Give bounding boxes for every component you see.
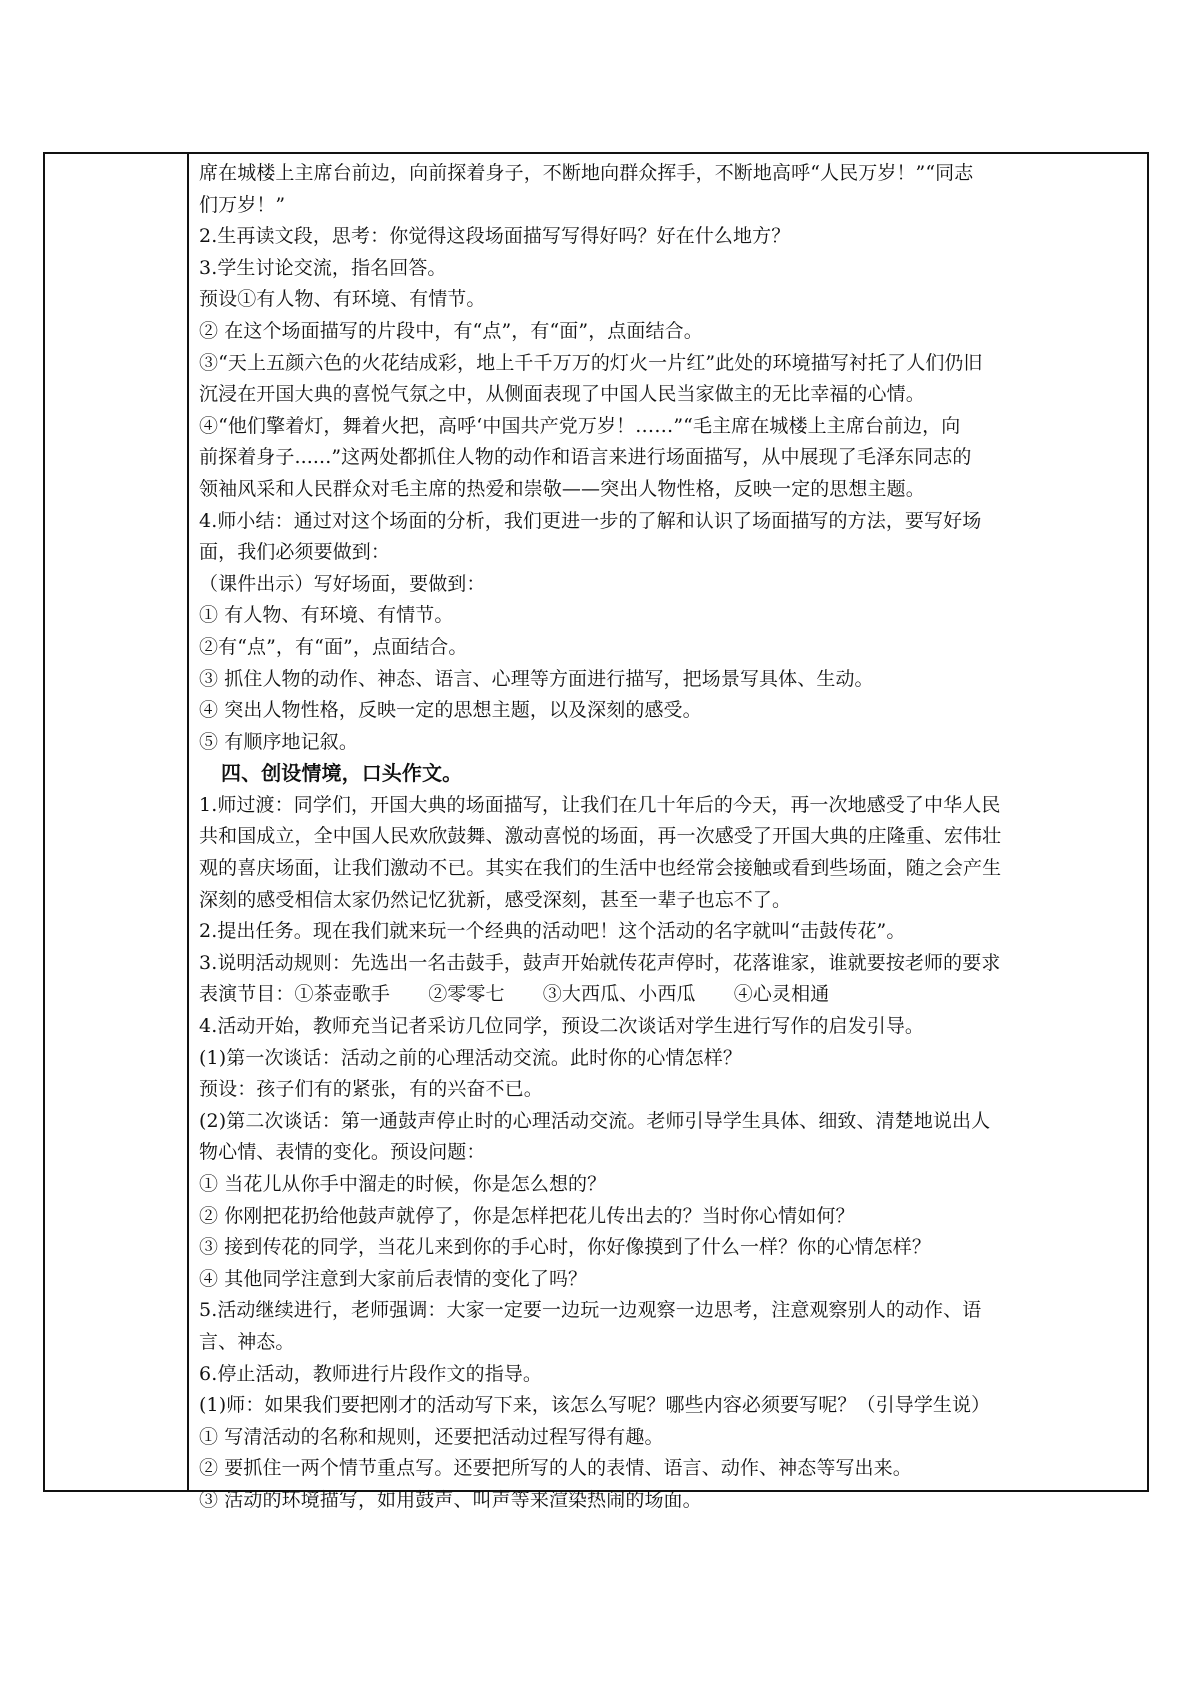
- table-left-column: [45, 154, 189, 1490]
- text-line: （课件出示）写好场面，要做到：: [199, 572, 486, 595]
- text-line: 前探着身子......”这两处都抓住人物的动作和语言来进行场面描写，从中展现了毛泽东同志的: [199, 446, 972, 469]
- text-line: (2)第二次谈话：第一通鼓声停止时的心理活动交流。老师引导学生具体、细致、清楚地说出人: [199, 1109, 991, 1132]
- text-line: ② 要抓住一两个情节重点写。还要把所写的人的表情、语言、动作、神态等写出来。: [199, 1457, 912, 1480]
- text-line: 2.提出任务。现在我们就来玩一个经典的活动吧！这个活动的名字就叫“击鼓传花”。: [199, 920, 906, 943]
- text-line: 4.师小结：通过对这个场面的分析，我们更进一步的了解和认识了场面描写的方法，要写好场: [199, 509, 982, 532]
- text-line: ③“天上五颜六色的火花结成彩，地上千千万万的灯火一片红”此处的环境描写衬托了人们仍旧: [199, 351, 983, 374]
- text-line: ⑤ 有顺序地记叙。: [199, 730, 358, 753]
- text-line: 2.生再读文段，思考：你觉得这段场面描写写得好吗？好在什么地方？: [199, 225, 791, 248]
- text-line: 物心情、表情的变化。预设问题：: [199, 1141, 486, 1164]
- text-line: 面，我们必须要做到：: [199, 541, 391, 564]
- text-line: 表演节目：①茶壶歌手 ②零零七 ③大西瓜、小西瓜 ④心灵相通: [199, 983, 830, 1006]
- text-line: 6.停止活动，教师进行片段作文的指导。: [199, 1362, 543, 1385]
- text-line: 沉浸在开国大典的喜悦气氛之中，从侧面表现了中国人民当家做主的无比幸福的心情。: [199, 383, 925, 406]
- text-line: 观的喜庆场面，让我们激动不已。其实在我们的生活中也经常会接触或看到些场面，随之会产生: [199, 857, 1002, 880]
- text-line: 3.学生讨论交流，指名回答。: [199, 256, 447, 279]
- text-line: ① 有人物、有环境、有情节。: [199, 604, 454, 627]
- text-line: ②有“点”，有“面”，点面结合。: [199, 635, 468, 658]
- text-line: ③ 接到传花的同学，当花儿来到你的手心时，你好像摸到了什么一样？你的心情怎样？: [199, 1236, 931, 1259]
- text-line: 言、神态。: [199, 1330, 295, 1353]
- text-line: 预设：孩子们有的紧张，有的兴奋不已。: [199, 1078, 543, 1101]
- lesson-table: [43, 152, 1149, 1511]
- text-line: 4.活动开始，教师充当记者采访几位同学，预设二次谈话对学生进行写作的启发引导。: [199, 1015, 925, 1038]
- text-line: ④ 突出人物性格，反映一定的思想主题，以及深刻的感受。: [199, 699, 702, 722]
- text-line: 席在城楼上主席台前边，向前探着身子，不断地向群众挥手，不断地高呼“人民万岁！”“同志: [199, 162, 974, 184]
- text-line: ③ 抓住人物的动作、神态、语言、心理等方面进行描写，把场景写具体、生动。: [199, 667, 874, 690]
- section-heading: 四、创设情境，口头作文。: [221, 761, 463, 786]
- text-line: ② 在这个场面描写的片段中，有“点”，有“面”，点面结合。: [199, 319, 703, 342]
- text-line: (1)师：如果我们要把刚才的活动写下来，该怎么写呢？哪些内容必须要写呢？（引导学生说）: [199, 1394, 991, 1417]
- text-line: ④“他们擎着灯，舞着火把，高呼‘中国共产党万岁！……”“毛主席在城楼上主席台前边，向: [199, 414, 961, 437]
- text-line: 3.说明活动规则：先选出一名击鼓手，鼓声开始就传花声停时，花落谁家，谁就要按老师的要求: [199, 951, 1001, 974]
- text-line: (1)第一次谈话：活动之前的心理活动交流。此时你的心情怎样？: [199, 1046, 742, 1069]
- text-line: 5.活动继续进行，老师强调：大家一定要一边玩一边观察一边思考，注意观察别人的动作、语: [199, 1299, 982, 1322]
- text-line: ① 写清活动的名称和规则，还要把活动过程写得有趣。: [199, 1425, 664, 1448]
- text-line: 领袖风采和人民群众对毛主席的热爱和崇敬——突出人物性格，反映一定的思想主题。: [199, 477, 925, 500]
- text-line: 共和国成立，全中国人民欢欣鼓舞、激动喜悦的场面，再一次感受了开国大典的庄隆重、宏伟壮: [199, 825, 1002, 848]
- text-line: ④ 其他同学注意到大家前后表情的变化了吗？: [199, 1267, 588, 1290]
- text-line: ③ 活动的环境描写，如用鼓声、叫声等来渲染热闹的场面。: [199, 1488, 702, 1511]
- text-line: 们万岁！”: [199, 193, 286, 216]
- table-content-column: [189, 154, 1147, 1511]
- text-line: ② 你刚把花扔给他鼓声就停了，你是怎样把花儿传出去的？当时你心情如何？: [199, 1204, 855, 1227]
- text-line: 深刻的感受相信太家仍然记忆犹新，感受深刻，甚至一辈子也忘不了。: [199, 888, 792, 911]
- text-line: 1.师过渡：同学们，开国大典的场面描写，让我们在几十年后的今天，再一次地感受了中华人民: [199, 793, 1001, 816]
- text-line: 预设①有人物、有环境、有情节。: [199, 288, 486, 311]
- text-line: ① 当花儿从你手中溜走的时候，你是怎么想的？: [199, 1173, 607, 1195]
